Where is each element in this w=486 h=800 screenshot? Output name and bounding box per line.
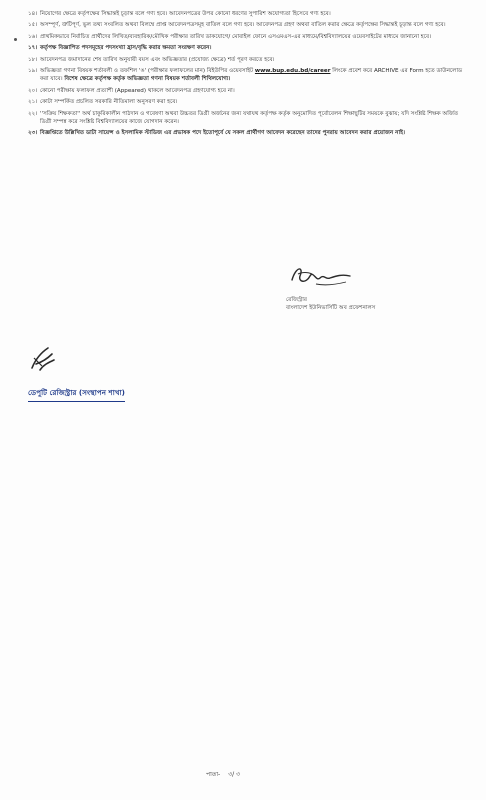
clause-text: অসম্পূর্ণ, ত্রুটিপূর্ণ, ভুল তথ্য সংবলিত অথবা বিলম্বে প্রাপ্ত আবেদনপত্রসমূহ বাতিল বলে গণ্য হবে। আবেদনপত্র গ্রহণ অথবা বাতিল করার ক্ষেত্রে কর্তৃপক্ষের সিদ্ধান্তই চূড়ান্ত বলে গণ্য হবে। bbox=[40, 22, 446, 29]
career-link[interactable]: www.bup.edu.bd/career bbox=[254, 68, 331, 75]
clause-15 bbox=[28, 21, 468, 29]
registrar-signature bbox=[286, 262, 356, 290]
clause-22 bbox=[28, 110, 468, 127]
clause-number: ১৪। bbox=[28, 11, 38, 17]
page-number-value: ৩/ ৩ bbox=[228, 771, 240, 778]
clause-21 bbox=[28, 98, 468, 106]
ink-mark bbox=[14, 38, 17, 41]
clause-number: ২২। bbox=[28, 110, 38, 117]
clause-list bbox=[28, 10, 468, 141]
clause-text: কোনো পরীক্ষায় ফলাফল প্রত্যাশী (Appeared) থাকলে আবেদনপত্র গ্রহণযোগ্য হবে না। bbox=[40, 87, 235, 94]
clause-number: ১৯। bbox=[28, 68, 38, 75]
clause-17 bbox=[28, 44, 468, 52]
clause-text-part: অভিজ্ঞতা গণনা বিষয়ক শর্তাবলী ও তফশিল 'ঙ' (পরীক্ষার ফলাফলের মান) বিইউপির ওয়েবসাইট bbox=[40, 68, 255, 75]
signatory-title: রেজিস্ট্রার bbox=[286, 297, 307, 303]
page-label: পাতা- bbox=[206, 771, 221, 778]
clause-number: ২৩। bbox=[28, 130, 38, 137]
clause-16 bbox=[28, 33, 468, 41]
clause-20 bbox=[28, 87, 468, 95]
clause-number: ১৬। bbox=[28, 33, 38, 40]
clause-text: বিজ্ঞপ্তিতে উল্লিখিত ডাটা সায়েন্স ও ইসলামিক স্টাডিজ এর প্রভাষক পদে ইতোপূর্বে যে সকল প্রার্থীগণ আবেদন করেছেন তাদের পুনরায় আবেদন করার প্রয়োজন নাই। bbox=[40, 130, 405, 137]
deputy-initial bbox=[28, 344, 58, 374]
deputy-registrar-stamp: ডেপুটি রেজিস্ট্রার (সংস্থাপন শাখা) bbox=[28, 388, 125, 402]
signatory-organization: বাংলাদেশ ইউনিভার্সিটি অব প্রফেশনালস bbox=[286, 305, 376, 311]
clause-number: ২০। bbox=[28, 87, 38, 94]
clause-number: ১৭। bbox=[28, 45, 38, 52]
clause-text: নিয়োগের ক্ষেত্রে কর্তৃপক্ষের সিদ্ধান্তই চূড়ান্ত বলে গণ্য হবে। আবেদনপত্রের উপর কোনো ধরণের সুপারিশ অযোগ্যতা হিসেবে গণ্য হবে। bbox=[40, 11, 331, 17]
clause-text bbox=[40, 67, 468, 84]
signatory-block bbox=[286, 296, 426, 312]
clause-text-part: লিংকে প্রবেশ করে ARCHIVE এর Form হতে ডাউনলোড করা যাবে। bbox=[40, 68, 463, 83]
page-number bbox=[206, 769, 240, 780]
clause-18 bbox=[28, 56, 468, 64]
clause-text: কোটা সম্পর্কিত প্রচলিত সরকারি নীতিমালা অনুসরণ করা হবে। bbox=[40, 99, 178, 106]
clause-text: কর্তৃপক্ষ বিজ্ঞাপিত পদসমূহের পদসংখ্যা হ্রাস/বৃদ্ধি করার ক্ষমতা সংরক্ষণ করেন। bbox=[40, 45, 212, 52]
clause-number: ১৮। bbox=[28, 56, 38, 63]
clause-number: ১৫। bbox=[28, 22, 38, 29]
clause-23 bbox=[28, 129, 468, 137]
clause-14 bbox=[28, 10, 468, 18]
clause-number: ২১। bbox=[28, 99, 38, 106]
clause-text: ''সক্রিয় শিক্ষকতা'' অর্থ চাকুরিকালীন পাঠদান ও গবেষণা অথবা উচ্চতর ডিগ্রী অর্জনের জন্য যথাযথ কর্তৃপক্ষ কর্তৃক অনুমোদিত পূর্বোবেলন শিক্ষাছুটির সময়কে বুঝায়; যদি সংশ্লিষ্ট শিক্ষক অর্জিত ডিগ্রী সম্পন্ন করে সংশ্লিষ্ট বিশ্ববিদ্যালয়ের কাজে যোগদান করেন। bbox=[40, 110, 459, 126]
clause-text-emphasis: বিশেষ ক্ষেত্রে কর্তৃপক্ষ কর্তৃক অভিজ্ঞতা গণনা বিষয়ক শর্তাবলী শিথিলযোগ্য। bbox=[64, 76, 231, 83]
clause-text: প্রাথমিকভাবে নির্বাচিত প্রার্থীদের লিখিত/ব্যবহারিক/মৌখিক পরীক্ষার তারিখ ডাকযোগে/ মোবাইল ফোনে এসএমএস-এর মাধ্যমে/বিশ্ববিদ্যালয়ের ওয়েবসাইটের মাধ্যমে জানানো হবে। bbox=[40, 33, 432, 40]
clause-19 bbox=[28, 67, 468, 84]
clause-text: আবেদনপত্র জমাদানের শেষ তারিখ অনুযায়ী বয়স এবং অভিজ্ঞতার (প্রযোজ্য ক্ষেত্রে) শর্ত পূরণ করতে হবে। bbox=[40, 56, 275, 63]
